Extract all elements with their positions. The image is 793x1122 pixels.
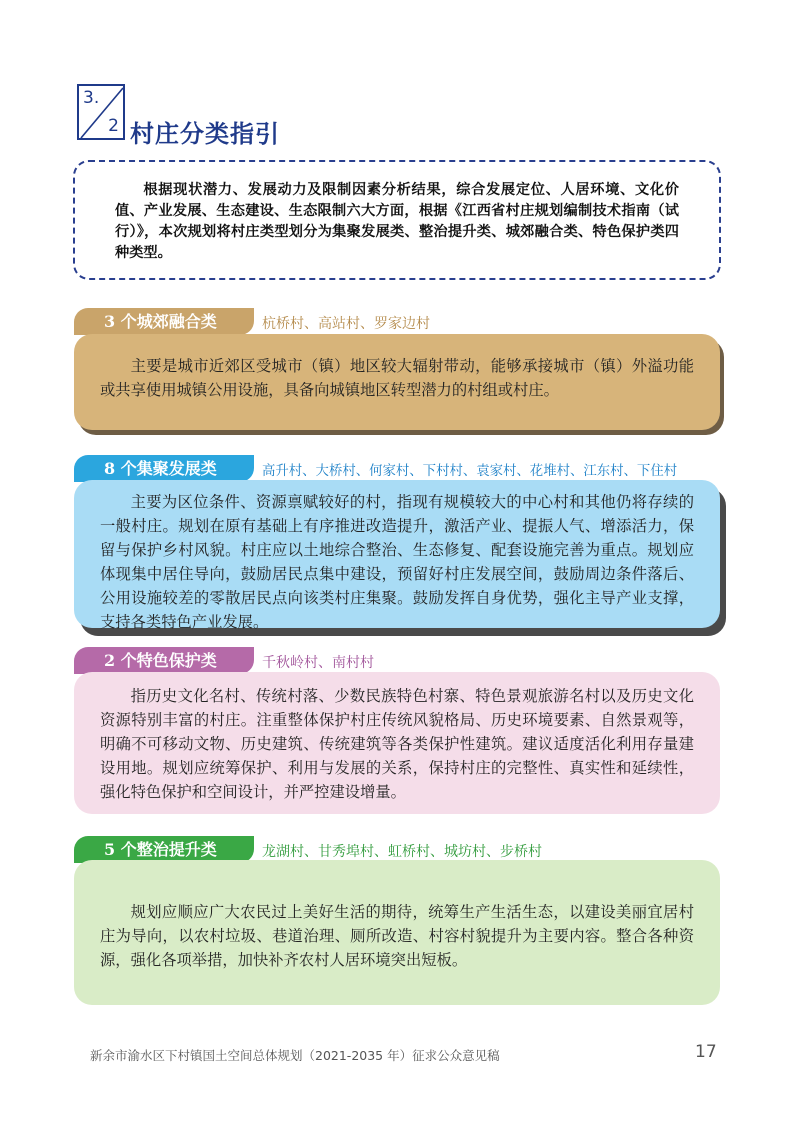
footer-document-title: 新余市渝水区下村镇国土空间总体规划（2021-2035 年）征求公众意见稿 xyxy=(90,1048,500,1063)
category-tab-heritage: 2 个特色保护类 xyxy=(74,647,254,674)
category-card-renovation xyxy=(74,860,720,1005)
category-villages-suburban: 杭桥村、高站村、罗家边村 xyxy=(262,316,430,332)
intro-box xyxy=(73,160,721,280)
section-number-badge xyxy=(77,84,125,140)
page-number: 17 xyxy=(695,1042,717,1062)
category-villages-heritage: 千秋岭村、南村村 xyxy=(262,655,374,671)
category-villages-agglomeration: 高升村、大桥村、何家村、下村村、袁家村、花堆村、江东村、下住村 xyxy=(262,464,678,479)
section-number-minor: 2 xyxy=(108,116,119,136)
section-number-major: 3. xyxy=(83,88,100,108)
category-description-heritage: 指历史文化名村、传统村落、少数民族特色村寨、特色景观旅游名村以及历史文化资源特别丰富的村庄。注重整体保护村庄传统风貌格局、历史环境要素、自然景观等，明确不可移动文物、历史建筑、传统建筑等各类保护性建筑。建议适度活化利用存量建设用地。规划应统筹保护、利用与发展的关系，保持村庄的完整性、真实性和延续性，强化特色保护和空间设计，并严控建设增量。 xyxy=(100,687,694,801)
category-card-heritage xyxy=(74,672,720,814)
category-description-renovation: 规划应顺应广大农民过上美好生活的期待，统筹生产生活生态，以建设美丽宜居村庄为导向，以农村垃圾、巷道治理、厕所改造、村容村貌提升为主要内容。整合各种资源，强化各项举措，加快补齐农村人居环境突出短板。 xyxy=(100,903,694,969)
category-villages-renovation: 龙湖村、甘秀埠村、虹桥村、城坊村、步桥村 xyxy=(262,844,542,860)
page-title: 村庄分类指引 xyxy=(130,120,280,148)
category-card-agglomeration xyxy=(74,480,720,631)
category-description-suburban: 主要是城市近郊区受城市（镇）地区较大辐射带动，能够承接城市（镇）外溢功能或共享使用城镇公用设施，具备向城镇地区转型潜力的村组或村庄。 xyxy=(100,357,694,399)
category-tab-suburban: 3 个城郊融合类 xyxy=(74,308,254,335)
category-tab-renovation: 5 个整治提升类 xyxy=(74,836,254,863)
category-description-agglomeration: 主要为区位条件、资源禀赋较好的村，指现有规模较大的中心村和其他仍将存续的一般村庄。规划在原有基础上有序推进改造提升，激活产业、提振人气、增添活力，保留与保护乡村风貌。村庄应以土地综合整治、生态修复、配套设施完善为重点。规划应体现集中居住导向，鼓励居民点集中建设，预留好村庄发展空间，鼓励周边条件落后、公用设施较差的零散居民点向该类村庄集聚。鼓励发挥自身优势，强化主导产业支撑，支持各类特色产业发展。 xyxy=(100,493,694,631)
category-card-suburban xyxy=(74,334,720,430)
category-tab-agglomeration: 8 个集聚发展类 xyxy=(74,455,254,482)
intro-text: 根据现状潜力、发展动力及限制因素分析结果，综合发展定位、人居环境、文化价值、产业发展、生态建设、生态限制六大方面，根据《江西省村庄规划编制技术指南（试行）》，本次规划将村庄类型划分为集聚发展类、整治提升类、城郊融合类、特色保护类四种类型。 xyxy=(115,182,679,261)
